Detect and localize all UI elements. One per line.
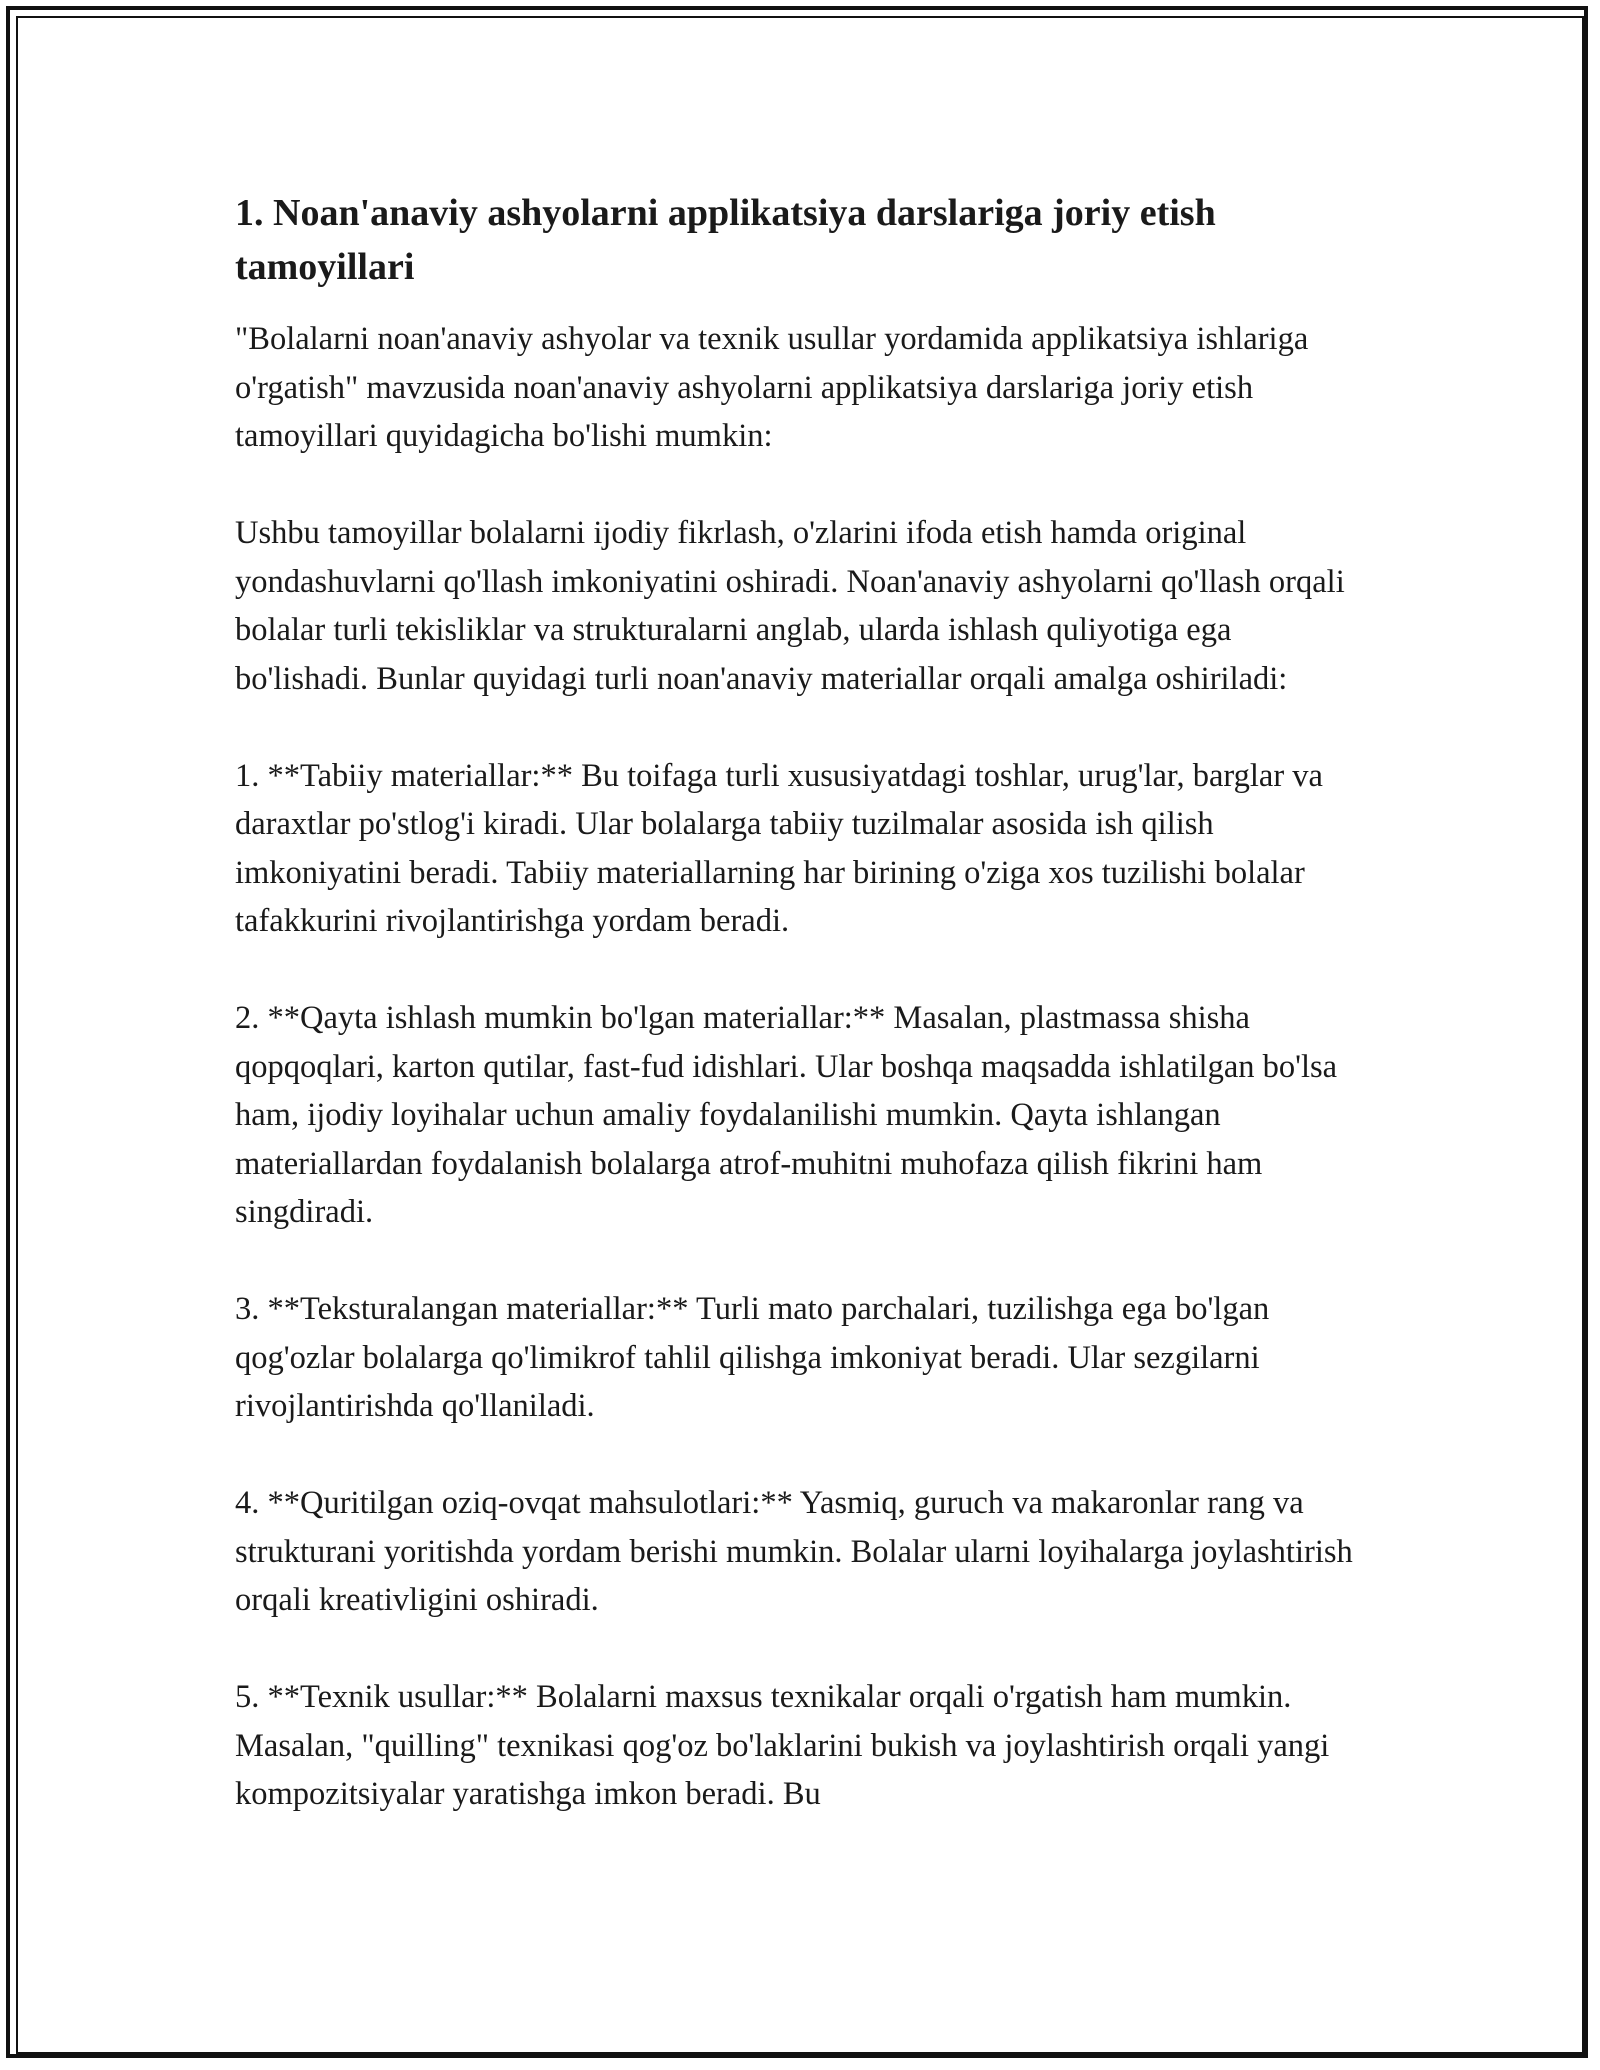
list-item-textured-materials: 3. **Teksturalangan materiallar:** Turli mato parchalari, tuzilishga ega bo'lgan qog'ozlar bolalarga qo'limikrof tahlil qilishga imkoniyat beradi. Ular sezgilarni rivojlantirishda qo'llaniladi.: [235, 1291, 1270, 1424]
document-body: [235, 186, 1370, 1867]
list-item-dried-food: 4. **Quritilgan oziq-ovqat mahsulotlari:** Yasmiq, guruch va makaronlar rang va strukturani yoritishda yordam berishi mumkin. Bolalar ularni loyihalarga joylashtirish orqali kreativligini oshiradi.: [235, 1485, 1353, 1618]
section-heading: 1. Noan'anaviy ashyolarni applikatsiya darslariga joriy etish tamoyillari: [235, 192, 1216, 288]
intro-paragraph: "Bolalarni noan'anaviy ashyolar va texnik usullar yordamida applikatsiya ishlariga o'rgatish" mavzusida noan'anaviy ashyolarni applikatsiya darslariga joriy etish tamoyillari quyidagicha bo'lishi mumkin:: [235, 321, 1309, 454]
list-item-technical-methods: 5. **Texnik usullar:** Bolalarni maxsus texnikalar orqali o'rgatish ham mumkin. Masalan, "quilling" texnikasi qog'oz bo'laklarini bukish va joylashtirish orqali yangi kompozitsiyalar yaratishga imkon beradi. Bu: [235, 1679, 1330, 1812]
principles-paragraph: Ushbu tamoyillar bolalarni ijodiy fikrlash, o'zlarini ifoda etish hamda original yondashuvlarni qo'llash imkoniyatini oshiradi. Noan'anaviy ashyolarni qo'llash orqali bolalar turli tekisliklar va strukturalarni anglab, ularda ishlash quliyotiga ega bo'lishadi. Bunlar quyidagi turli noan'anaviy materiallar orqali amalga oshiriladi:: [235, 515, 1345, 697]
list-item-natural-materials: 1. **Tabiiy materiallar:** Bu toifaga turli xususiyatdagi toshlar, urug'lar, barglar va daraxtlar po'stlog'i kiradi. Ular bolalarga tabiiy tuzilmalar asosida ish qilish imkoniyatini beradi. Tabiiy materiallarning har birining o'ziga xos tuzilishi bolalar tafakkurini rivojlantirishga yordam beradi.: [235, 757, 1323, 939]
list-item-recyclable-materials: 2. **Qayta ishlash mumkin bo'lgan materiallar:** Masalan, plastmassa shisha qopqoqlari, karton qutilar, fast-fud idishlari. Ular boshqa maqsadda ishlatilgan bo'lsa ham, ijodiy loyihalar uchun amaliy foydalanilishi mumkin. Qayta ishlangan materiallardan foydalanish bolalarga atrof-muhitni muhofaza qilish fikrini ham singdiradi.: [235, 1000, 1338, 1230]
